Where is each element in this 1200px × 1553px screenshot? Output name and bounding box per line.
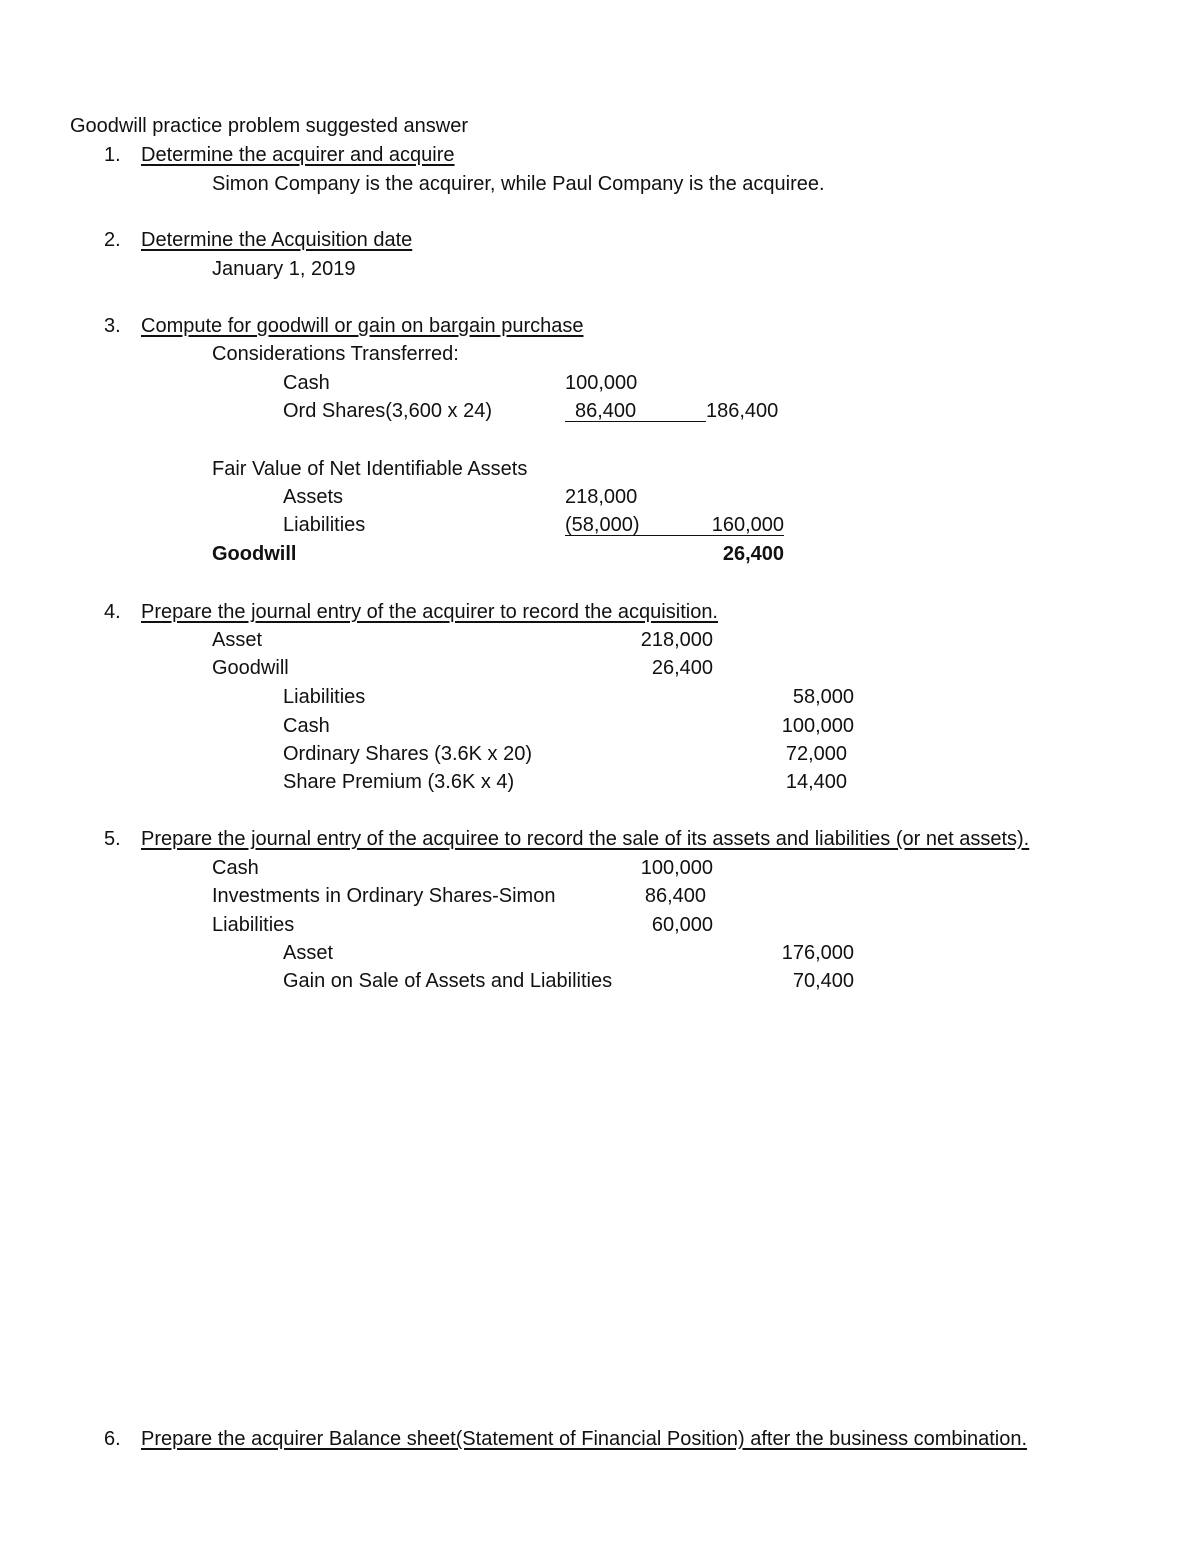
consideration-shares-value: 86,400 [575, 400, 637, 422]
fv-liabilities-value: (58,000) [565, 514, 640, 536]
je4-credit: 58,000 [792, 686, 854, 708]
q4-number: 4. [104, 601, 121, 623]
goodwill-value: 26,400 [722, 543, 784, 565]
je5-account: Liabilities [212, 914, 295, 936]
q2-answer: January 1, 2019 [212, 258, 356, 280]
q4-heading: Prepare the journal entry of the acquirer to record the acquisition. [141, 601, 718, 623]
q5-number: 5. [104, 828, 121, 850]
je4-credit: 100,000 [781, 715, 854, 737]
q2-heading: Determine the Acquisition date [141, 229, 413, 251]
q1-number: 1. [104, 144, 121, 166]
je5-account: Investments in Ordinary Shares-Simon [212, 885, 556, 907]
je4-credit: 72,000 [785, 743, 847, 765]
je5-debit: 60,000 [651, 914, 713, 936]
q2-number: 2. [104, 229, 121, 251]
consideration-cash-label: Cash [283, 372, 330, 394]
fv-assets-value: 218,000 [565, 486, 638, 508]
je5-debit: 100,000 [640, 857, 713, 879]
q6-number: 6. [104, 1428, 121, 1450]
je4-account: Goodwill [212, 657, 289, 679]
fv-label: Fair Value of Net Identifiable Assets [212, 458, 528, 480]
q5-heading: Prepare the journal entry of the acquiree to record the sale of its assets and liabilities (or net assets). [141, 828, 1030, 850]
je4-debit: 26,400 [651, 657, 713, 679]
document-title: Goodwill practice problem suggested answer [70, 115, 468, 137]
consideration-label: Considerations Transferred: [212, 343, 459, 365]
je4-account: Liabilities [283, 686, 366, 708]
fv-liabilities-label: Liabilities [283, 514, 366, 536]
consideration-cash-value: 100,000 [565, 372, 638, 394]
q1-heading: Determine the acquirer and acquire [141, 144, 455, 166]
je5-credit: 176,000 [781, 942, 854, 964]
q3-number: 3. [104, 315, 121, 337]
net-assets-total: 160,000 [711, 514, 784, 536]
je5-debit: 86,400 [644, 885, 706, 907]
q3-heading: Compute for goodwill or gain on bargain purchase [141, 315, 584, 337]
je4-account: Share Premium (3.6K x 4) [283, 771, 515, 793]
shares-underline [565, 421, 706, 422]
je4-account: Ordinary Shares (3.6K x 20) [283, 743, 532, 765]
goodwill-label: Goodwill [212, 543, 297, 565]
fv-assets-label: Assets [283, 486, 344, 508]
consideration-total: 186,400 [706, 400, 779, 422]
je5-account: Asset [283, 942, 334, 964]
je5-credit: 70,400 [792, 970, 854, 992]
je4-debit: 218,000 [640, 629, 713, 651]
je4-account: Asset [212, 629, 263, 651]
consideration-shares-label: Ord Shares(3,600 x 24) [283, 400, 492, 422]
q1-answer: Simon Company is the acquirer, while Paul Company is the acquiree. [212, 173, 825, 195]
je5-account: Gain on Sale of Assets and Liabilities [283, 970, 613, 992]
je4-account: Cash [283, 715, 330, 737]
je5-account: Cash [212, 857, 259, 879]
je4-credit: 14,400 [785, 771, 847, 793]
q6-heading: Prepare the acquirer Balance sheet(Statement of Financial Position) after the business combination. [141, 1428, 1028, 1450]
